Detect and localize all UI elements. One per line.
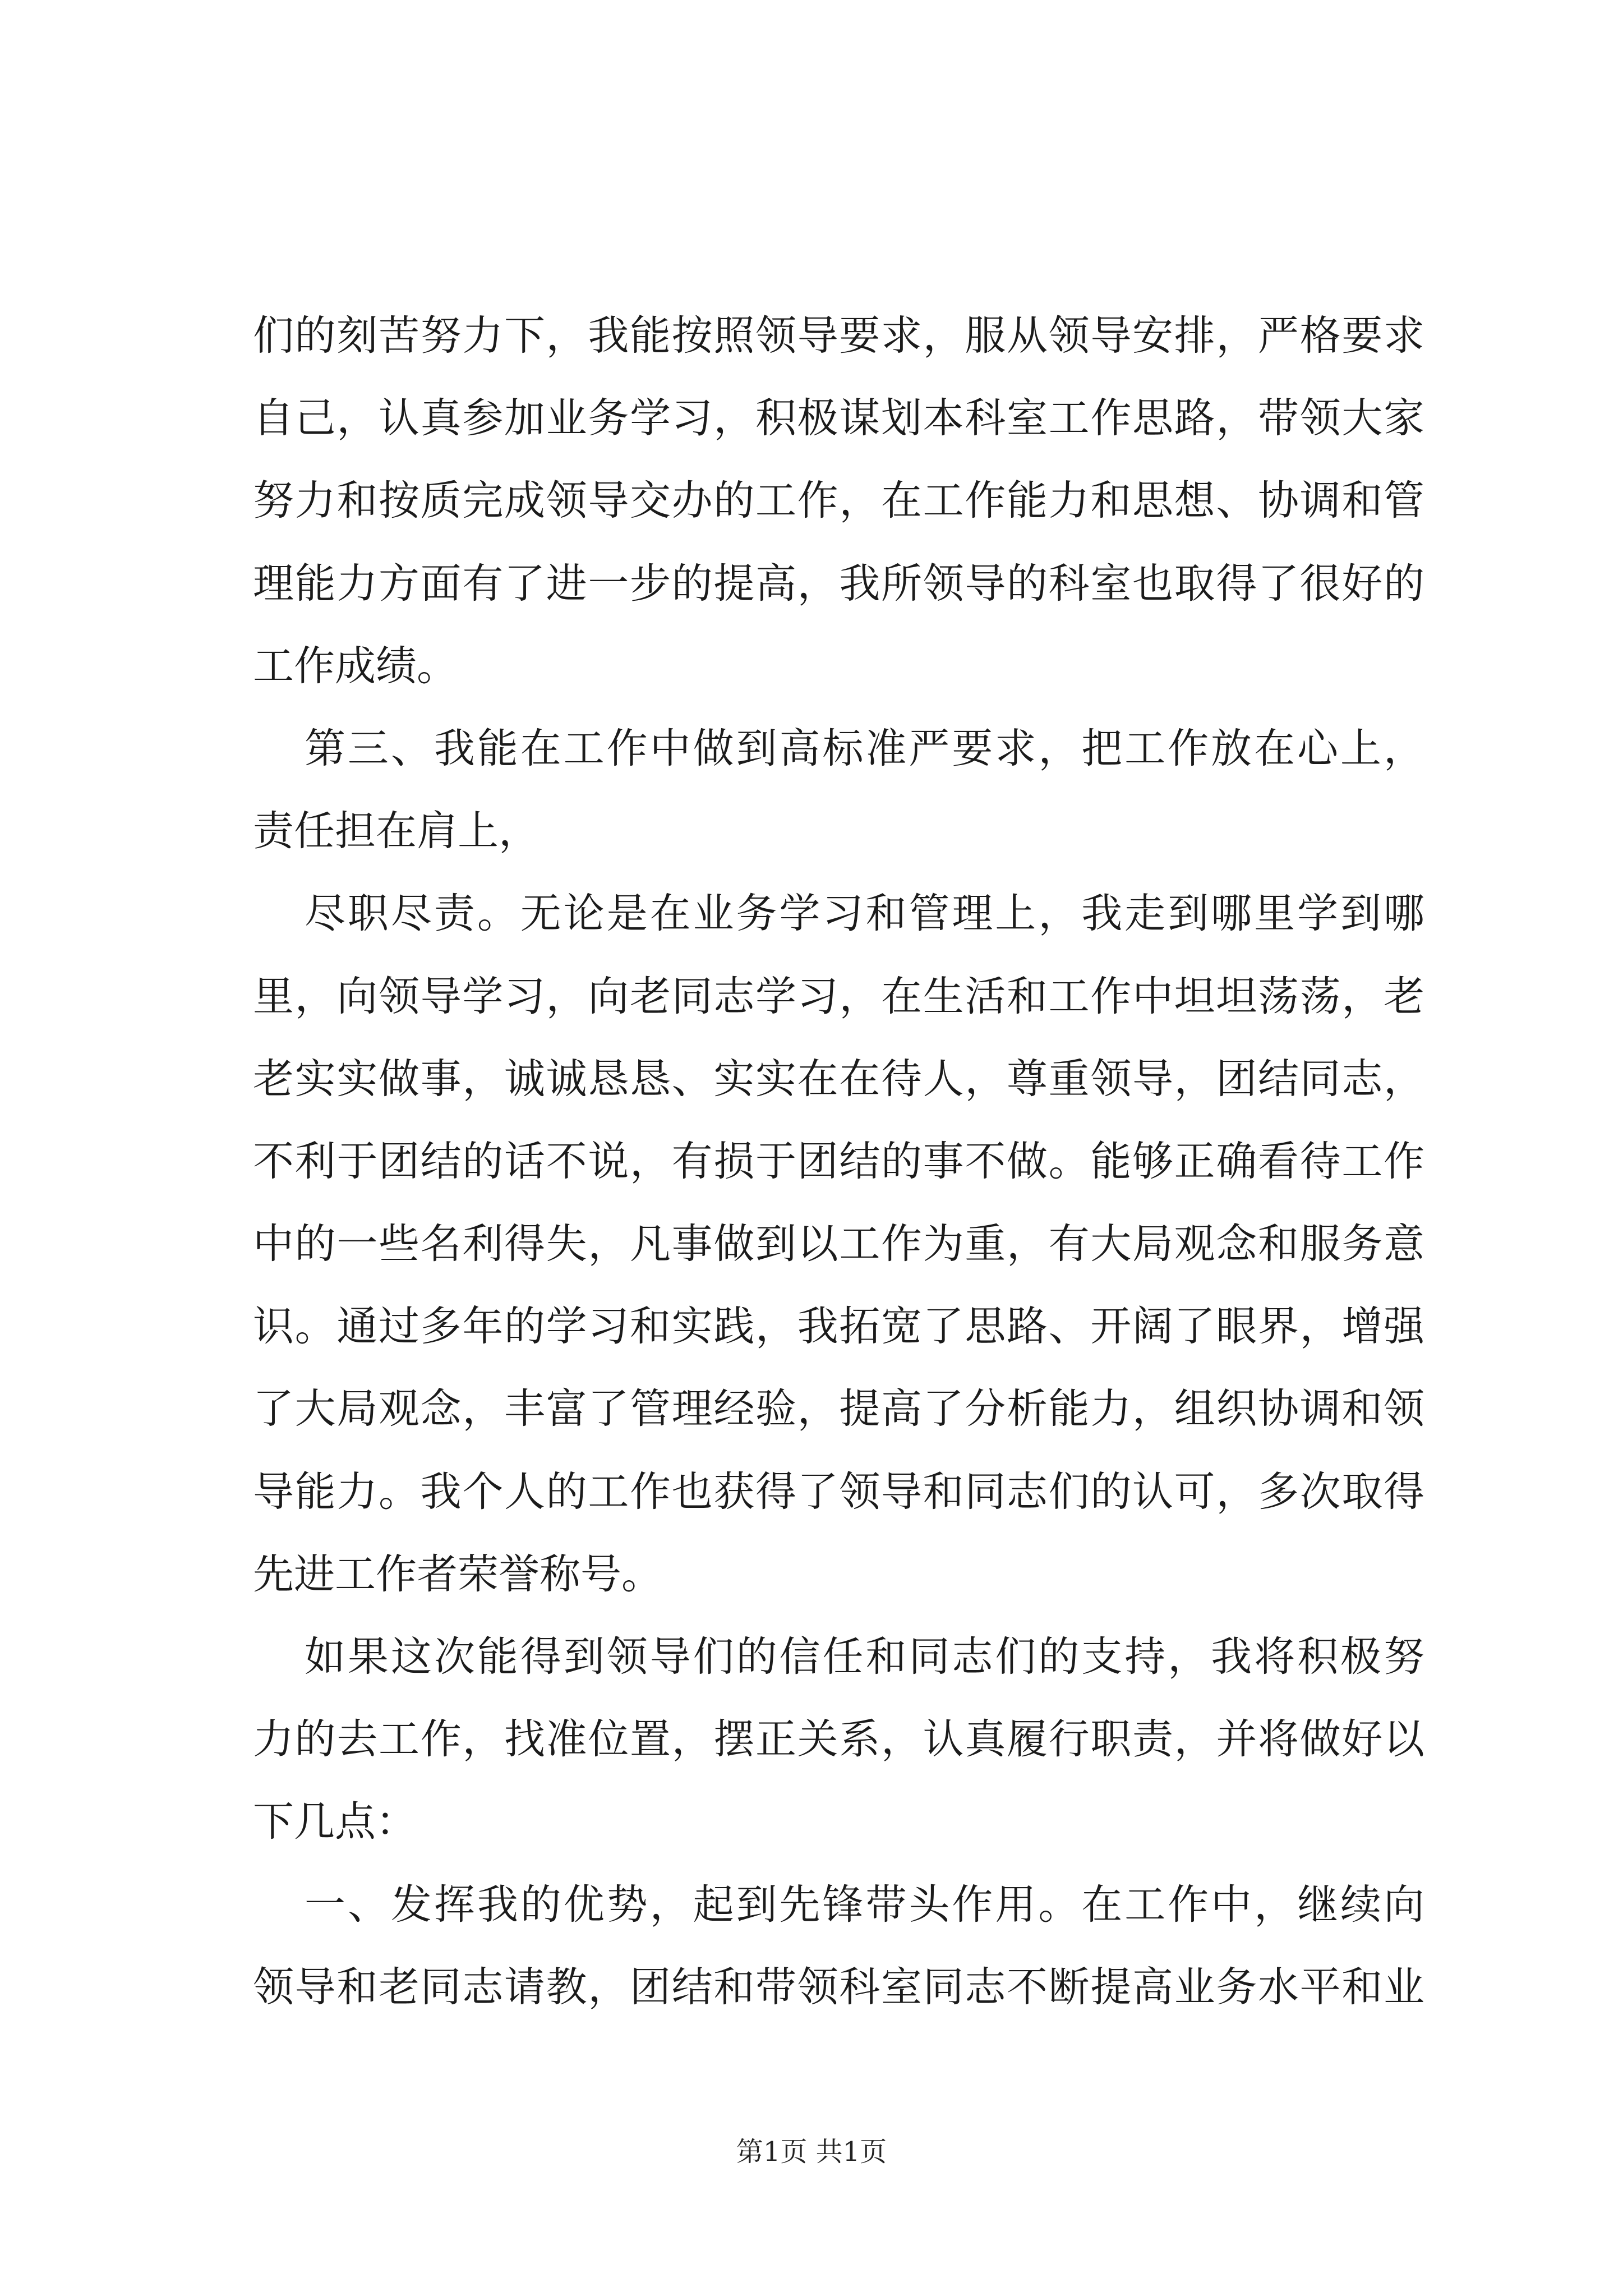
body-line: 如果这次能得到领导们的信任和同志们的支持，我将积极努	[305, 1633, 1424, 1681]
body-line: 们的刻苦努力下，我能按照领导要求，服从领导安排，严格要求	[253, 312, 1424, 360]
body-line: 第三、我能在工作中做到高标准严要求，把工作放在心上，	[305, 724, 1424, 772]
body-line: 不利于团结的话不说，有损于团结的事不做。能够正确看待工作	[253, 1137, 1424, 1185]
body-line: 先进工作者荣誉称号。	[253, 1550, 662, 1598]
paragraph	[253, 295, 1424, 707]
body-line: 中的一些名利得失，凡事做到以工作为重，有大局观念和服务意	[253, 1220, 1424, 1268]
paragraph	[253, 707, 1424, 872]
body-line: 努力和按质完成领导交办的工作，在工作能力和思想、协调和管	[253, 477, 1424, 525]
body-line: 一、发挥我的优势，起到先锋带头作用。在工作中，继续向	[305, 1880, 1424, 1929]
body-line: 老实实做事，诚诚恳恳、实实在在待人，尊重领导，团结同志，	[253, 1055, 1424, 1103]
paragraph	[253, 1864, 1424, 2028]
body-line: 尽职尽责。无论是在业务学习和管理上，我走到哪里学到哪	[305, 890, 1424, 938]
body-line: 责任担在肩上，	[253, 807, 540, 855]
body-line: 里，向领导学习，向老同志学习，在生活和工作中坦坦荡荡，老	[253, 972, 1424, 1020]
body-line: 下几点：	[253, 1798, 417, 1846]
page-footer: 第1页 共1页	[736, 2136, 887, 2168]
body-line: 了大局观念，丰富了管理经验，提高了分析能力，组织协调和领	[253, 1385, 1424, 1433]
body-line: 自己，认真参加业务学习，积极谋划本科室工作思路，带领大家	[253, 394, 1424, 443]
body-line: 理能力方面有了进一步的提高，我所领导的科室也取得了很好的	[253, 559, 1424, 608]
body-line: 导能力。我个人的工作也获得了领导和同志们的认可，多次取得	[253, 1467, 1424, 1516]
body-line: 力的去工作，找准位置，摆正关系，认真履行职责，并将做好以	[253, 1715, 1424, 1764]
body-line: 领导和老同志请教，团结和带领科室同志不断提高业务水平和业	[253, 1963, 1424, 2011]
document-body	[253, 295, 1424, 2028]
body-line: 工作成绩。	[253, 642, 458, 690]
paragraph	[253, 1616, 1424, 1864]
body-line: 识。通过多年的学习和实践，我拓宽了思路、开阔了眼界，增强	[253, 1303, 1424, 1351]
paragraph	[253, 872, 1424, 1616]
